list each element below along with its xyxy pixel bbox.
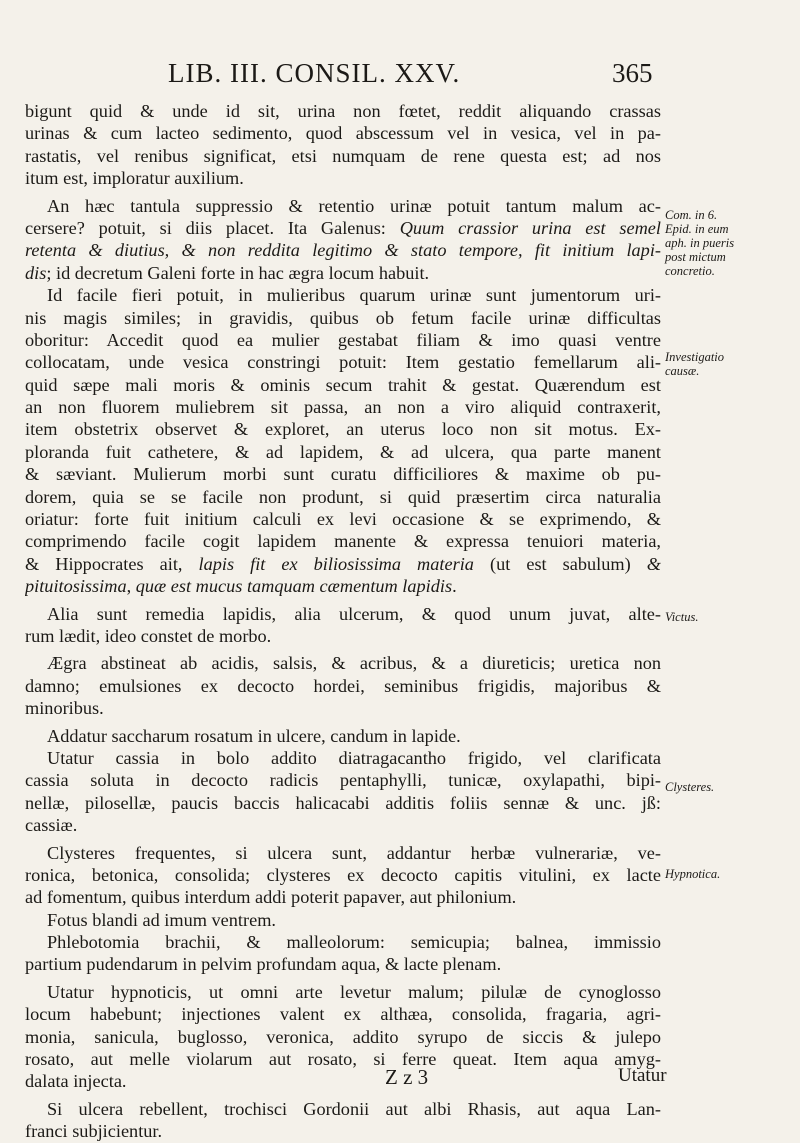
text-run: ,	[126, 576, 136, 597]
margin-note-line: post mictum	[665, 250, 726, 264]
text-line: item obstetrix observet & exploret, an uterus loco non sit motus. Ex-	[25, 419, 661, 440]
text-line	[25, 239, 661, 261]
italic-text: quæ est mucus tamquam cæmentum lapidis	[135, 576, 453, 597]
text-line: Si ulcera rebellent, trochisci Gordonii aut albi Rhasis, aut aqua Lan-	[47, 1098, 661, 1119]
running-title: LIB. III. CONSIL. XXV.	[168, 58, 461, 88]
text-line: Utatur hypnoticis, ut omni arte levetur malum; pilulæ de cynoglosso	[47, 981, 661, 1002]
text-run: cersere? potuit, si diis placet. Ita Galenus:	[25, 217, 400, 238]
margin-note-line: causæ.	[665, 364, 700, 378]
text-line: nellæ, pilosellæ, paucis baccis halicacabi additis foliis sennæ & unc. jß:	[25, 792, 661, 813]
text-run: ; id decretum Galeni forte in hac ægra locum habuit.	[46, 262, 430, 283]
main-text-block	[25, 100, 661, 1143]
margin-note-line: Epid. in eum	[665, 222, 729, 236]
margin-note-victus	[665, 610, 800, 624]
text-line: Fotus blandi ad imum ventrem.	[47, 909, 276, 930]
text-line: rosato, aut melle violarum aut rosato, si ferre queat. Item aqua amyg-	[25, 1049, 661, 1070]
text-line: Addatur saccharum rosatum in ulcere, candum in lapide.	[47, 725, 461, 746]
margin-note-com	[665, 208, 800, 278]
page-number: 365	[612, 58, 653, 88]
text-line	[25, 575, 661, 597]
text-line: Clysteres frequentes, si ulcera sunt, addantur herbæ vulnerariæ, ve-	[47, 842, 661, 863]
text-run: .	[452, 576, 457, 597]
text-line: quid sæpe mali moris & ominis secum trahit & gestat. Quærendum est	[25, 374, 661, 395]
text-line	[25, 553, 661, 575]
margin-note-clysteres	[665, 780, 800, 794]
text-line: damno; emulsiones ex decocto hordei, seminibus frigidis, majoribus &	[25, 675, 661, 696]
text-run: (ut est sabulum)	[473, 553, 647, 574]
text-line: urinas & cum lacteo sedimento, quod abscessum vel in vesica, vel in pa-	[25, 123, 661, 144]
text-line: nis magis similes; in gravidis, quibus ob fetum facile urinæ difficultas	[25, 307, 661, 328]
margin-note-line: Investigatio	[665, 350, 725, 364]
italic-text: &	[646, 553, 661, 574]
margin-note-line: Victus.	[665, 610, 699, 624]
margin-note-investigatio	[665, 350, 800, 378]
margin-note-line: concretio.	[665, 264, 715, 278]
text-line: comprimendo facile cogit lapidem manente & expressa tenuiori materia,	[25, 531, 661, 552]
text-run: & Hippocrates ait,	[25, 553, 199, 574]
text-line: An hæc tantula suppressio & retentio urinæ potuit tantum malum ac-	[47, 195, 661, 216]
text-line: Phlebotomia brachii, & malleolorum: semicupia; balnea, immissio	[47, 932, 661, 953]
italic-text: retenta & diutius, & non reddita legitimo & stato tempore, fit initium lapi-	[25, 240, 661, 261]
text-line: Alia sunt remedia lapidis, alia ulcerum, & quod unum juvat, alte-	[47, 603, 661, 624]
text-line: partium pudendarum in pelvim profundam aqua, & lacte plenam.	[25, 954, 502, 975]
text-line: Ægra abstineat ab acidis, salsis, & acribus, & a diureticis; uretica non	[47, 653, 661, 674]
text-line: rastatis, vel renibus significat, etsi numquam de rene questa est; ad nos	[25, 145, 661, 166]
text-line: locum habebunt; injectiones valent ex althæa, consolida, fragaria, agri-	[25, 1004, 661, 1025]
text-line	[25, 262, 661, 284]
italic-text: Quum crassior urina est semel	[399, 217, 661, 238]
italic-text: lapis fit ex biliosissima materia	[198, 553, 474, 574]
text-line: franci subjicientur.	[25, 1121, 163, 1142]
text-line: & sæviant. Mulierum morbi sunt curatu difficiliores & maxime ob pu-	[25, 464, 661, 485]
text-line: dorem, quia se se facile non produnt, si quid præsertim circa naturalia	[25, 486, 661, 507]
text-line: itum est, imploratur auxilium.	[25, 168, 244, 189]
text-line: bigunt quid & unde id sit, urina non fœtet, reddit aliquando crassas	[25, 101, 661, 121]
text-line: cassiæ.	[25, 815, 78, 836]
text-line	[25, 217, 661, 239]
text-line: collocatam, unde vesica constringi potuit: Item gestatio femellarum ali-	[25, 352, 661, 373]
text-line: an non fluorem muliebrem sit passa, an non a viro aliquid contraxerit,	[25, 397, 661, 418]
signature-mark: Z z 3	[385, 1065, 429, 1089]
text-line: Id facile fieri potuit, in mulieribus quarum urinæ sunt jumentorum uri-	[47, 285, 661, 306]
margin-note-line: Com. in 6.	[665, 208, 718, 222]
text-line: ploranda fuit cathetere, & ad lapidem, & ad ulcera, qua parte manent	[25, 441, 661, 462]
margin-note-line: aph. in pueris	[665, 236, 735, 250]
italic-text: pituitosissima	[25, 576, 127, 597]
text-line: cassia soluta in decocto radicis pentaphylli, tunicæ, oxylapathi, bipi-	[25, 770, 661, 791]
catchword: Utatur	[618, 1065, 667, 1086]
text-line: ronica, betonica, consolida; clysteres ex decocto capitis vitulini, ex lacte	[25, 864, 661, 885]
margin-note-line: Clysteres.	[665, 780, 715, 794]
text-line: oriatur: forte fuit initium calculi ex levi occasione & se exprimendo, &	[25, 509, 661, 530]
text-line: monia, sanicula, buglosso, veronica, addito syrupo de siccis & julepo	[25, 1026, 661, 1047]
margin-note-line: Hypnotica.	[665, 867, 721, 881]
text-line: oboritur: Accedit quod ea mulier gestabat filiam & imo quasi ventre	[25, 329, 661, 350]
text-line: dalata injecta.	[25, 1071, 127, 1092]
italic-text: dis	[25, 262, 47, 283]
text-line: Utatur cassia in bolo addito diatragacantho frigido, vel clarificata	[47, 747, 661, 768]
text-line: rum lædit, ideo constet de morbo.	[25, 625, 272, 646]
margin-note-hypnotica	[665, 867, 800, 881]
text-line: minoribus.	[25, 698, 104, 719]
text-line: ad fomentum, quibus interdum addi poterit papaver, aut philonium.	[25, 887, 517, 908]
